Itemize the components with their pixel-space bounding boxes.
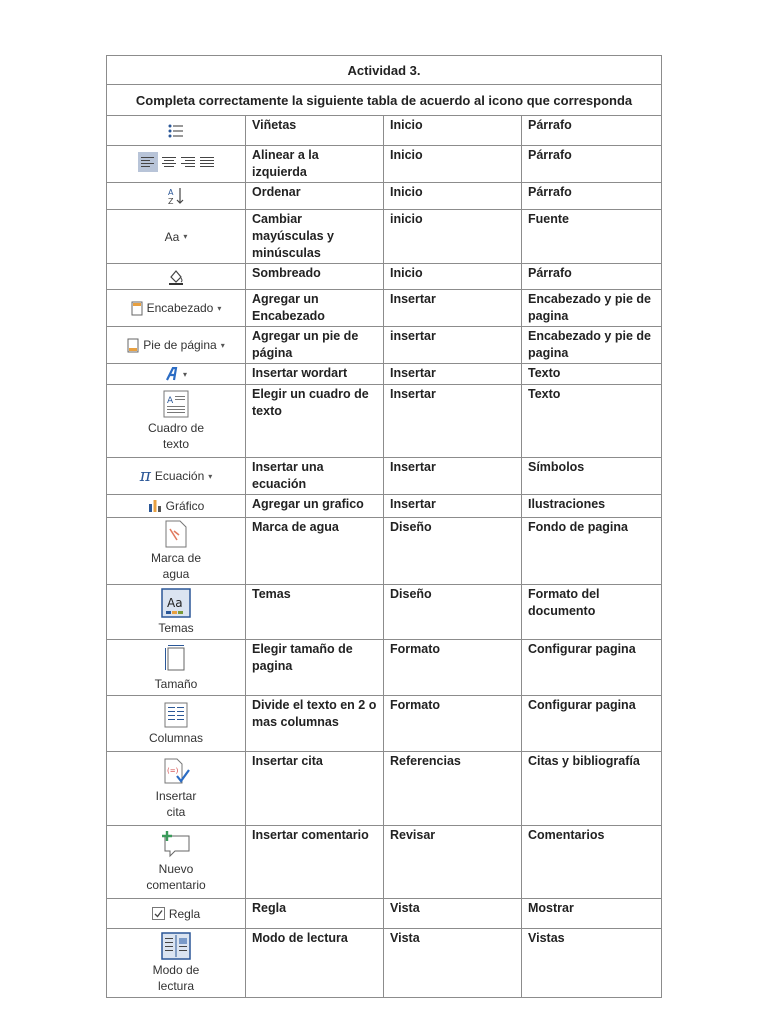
group-cell: Encabezado y pie de pagina <box>522 290 662 327</box>
tab-cell: Insertar <box>384 290 522 327</box>
table-row <box>107 752 662 826</box>
activity-document <box>106 55 661 998</box>
group-cell: Vistas <box>522 929 662 998</box>
function-cell: Cambiar mayúsculas y minúsculas <box>246 210 384 264</box>
function-cell: Agregar un grafico <box>246 495 384 518</box>
table-row <box>107 585 662 640</box>
tab-cell: Inicio <box>384 183 522 210</box>
function-cell: Modo de lectura <box>246 929 384 998</box>
table-row <box>107 327 662 364</box>
shading-icon <box>167 268 185 286</box>
reading-mode-icon: Modo de lectura <box>109 932 243 994</box>
align-left-icon <box>138 152 215 172</box>
icon-cell <box>107 116 246 146</box>
icon-cell <box>107 210 246 264</box>
function-cell: Insertar cita <box>246 752 384 826</box>
change-case-icon: Aa ▾ <box>164 229 188 244</box>
icon-cell <box>107 458 246 495</box>
group-cell: Texto <box>522 364 662 385</box>
group-cell: Párrafo <box>522 183 662 210</box>
function-cell: Regla <box>246 899 384 929</box>
icon-cell <box>107 826 246 899</box>
footer-icon: Pie de página ▾ <box>109 337 243 354</box>
group-cell: Configurar pagina <box>522 696 662 752</box>
icon-cell <box>107 364 246 385</box>
group-cell: Citas y bibliografía <box>522 752 662 826</box>
tab-cell: Revisar <box>384 826 522 899</box>
group-cell: Encabezado y pie de pagina <box>522 327 662 364</box>
tab-cell: Insertar <box>384 364 522 385</box>
tab-cell: Vista <box>384 899 522 929</box>
function-cell: Agregar un pie de página <box>246 327 384 364</box>
tab-cell: Insertar <box>384 458 522 495</box>
header-icon: Encabezado ▾ <box>109 300 243 317</box>
table-row <box>107 518 662 585</box>
icon-cell <box>107 518 246 585</box>
group-cell: Párrafo <box>522 116 662 146</box>
icon-cell <box>107 696 246 752</box>
function-cell: Elegir un cuadro de texto <box>246 385 384 458</box>
tab-cell: Inicio <box>384 116 522 146</box>
comment-icon: Nuevo comentario <box>109 831 243 893</box>
sort-icon <box>167 186 185 206</box>
title-row <box>107 56 662 85</box>
table-row <box>107 640 662 696</box>
icon-cell <box>107 585 246 640</box>
justify-icon <box>199 154 215 170</box>
table-row <box>107 495 662 518</box>
ruler-icon: Regla <box>109 906 243 922</box>
tab-cell: Diseño <box>384 585 522 640</box>
tab-cell: Diseño <box>384 518 522 585</box>
group-cell: Comentarios <box>522 826 662 899</box>
function-cell: Agregar un Encabezado <box>246 290 384 327</box>
group-cell: Texto <box>522 385 662 458</box>
function-cell: Marca de agua <box>246 518 384 585</box>
icon-cell <box>107 752 246 826</box>
svg-text:A: A <box>167 396 174 406</box>
tab-cell: Insertar <box>384 385 522 458</box>
group-cell: Fondo de pagina <box>522 518 662 585</box>
tab-cell: inicio <box>384 210 522 264</box>
icon-cell <box>107 640 246 696</box>
function-cell: Insertar wordart <box>246 364 384 385</box>
svg-text:Aa: Aa <box>167 596 183 610</box>
themes-icon: Aa Temas <box>109 588 243 636</box>
svg-text:Z: Z <box>168 197 174 206</box>
function-cell: Elegir tamaño de pagina <box>246 640 384 696</box>
svg-text:(=): (=) <box>167 766 179 775</box>
function-cell: Sombreado <box>246 264 384 290</box>
citation-icon: (=) Insertar cita <box>109 758 243 820</box>
group-cell: Mostrar <box>522 899 662 929</box>
table-row <box>107 146 662 183</box>
table-row <box>107 826 662 899</box>
equation-icon: π Ecuación ▾ <box>139 465 213 486</box>
table-row <box>107 183 662 210</box>
columns-icon: Columnas <box>109 702 243 746</box>
function-cell: Temas <box>246 585 384 640</box>
icon-cell <box>107 929 246 998</box>
table-row <box>107 899 662 929</box>
icon-cell <box>107 183 246 210</box>
icon-cell <box>107 146 246 183</box>
group-cell: Párrafo <box>522 264 662 290</box>
group-cell: Ilustraciones <box>522 495 662 518</box>
function-cell: Viñetas <box>246 116 384 146</box>
table-row <box>107 264 662 290</box>
icon-cell <box>107 899 246 929</box>
wordart-icon: ▾ <box>109 366 243 383</box>
tab-cell: Inicio <box>384 264 522 290</box>
instructions: Completa correctamente la siguiente tabla de acuerdo al icono que corresponda <box>107 85 662 116</box>
tab-cell: Formato <box>384 696 522 752</box>
group-cell: Párrafo <box>522 146 662 183</box>
icon-cell <box>107 385 246 458</box>
function-cell: Insertar comentario <box>246 826 384 899</box>
tab-cell: Referencias <box>384 752 522 826</box>
group-cell: Formato del documento <box>522 585 662 640</box>
group-cell: Fuente <box>522 210 662 264</box>
watermark-icon: Marca de agua <box>109 520 243 582</box>
table-row <box>107 696 662 752</box>
tab-cell: Inicio <box>384 146 522 183</box>
function-cell: Divide el texto en 2 o mas columnas <box>246 696 384 752</box>
subtitle-row <box>107 85 662 116</box>
chart-icon: Gráfico <box>109 498 243 514</box>
tab-cell: Vista <box>384 929 522 998</box>
align-right-icon <box>180 154 196 170</box>
icon-cell <box>107 327 246 364</box>
icon-cell <box>107 495 246 518</box>
function-cell: Ordenar <box>246 183 384 210</box>
function-cell: Insertar una ecuación <box>246 458 384 495</box>
table-row <box>107 210 662 264</box>
function-cell: Alinear a la izquierda <box>246 146 384 183</box>
svg-text:A: A <box>168 188 174 197</box>
activity-table <box>106 55 662 998</box>
tab-cell: Formato <box>384 640 522 696</box>
tab-cell: insertar <box>384 327 522 364</box>
icon-cell <box>107 264 246 290</box>
group-cell: Símbolos <box>522 458 662 495</box>
size-icon: Tamaño <box>109 644 243 692</box>
table-row <box>107 929 662 998</box>
table-row <box>107 364 662 385</box>
table-row <box>107 458 662 495</box>
group-cell: Configurar pagina <box>522 640 662 696</box>
table-row <box>107 290 662 327</box>
tab-cell: Insertar <box>384 495 522 518</box>
page-title: Actividad 3. <box>107 56 662 85</box>
textbox-icon: A Cuadro de texto <box>109 390 243 452</box>
table-row <box>107 385 662 458</box>
bullets-icon <box>167 122 185 140</box>
table-row <box>107 116 662 146</box>
align-center-icon <box>161 154 177 170</box>
icon-cell <box>107 290 246 327</box>
